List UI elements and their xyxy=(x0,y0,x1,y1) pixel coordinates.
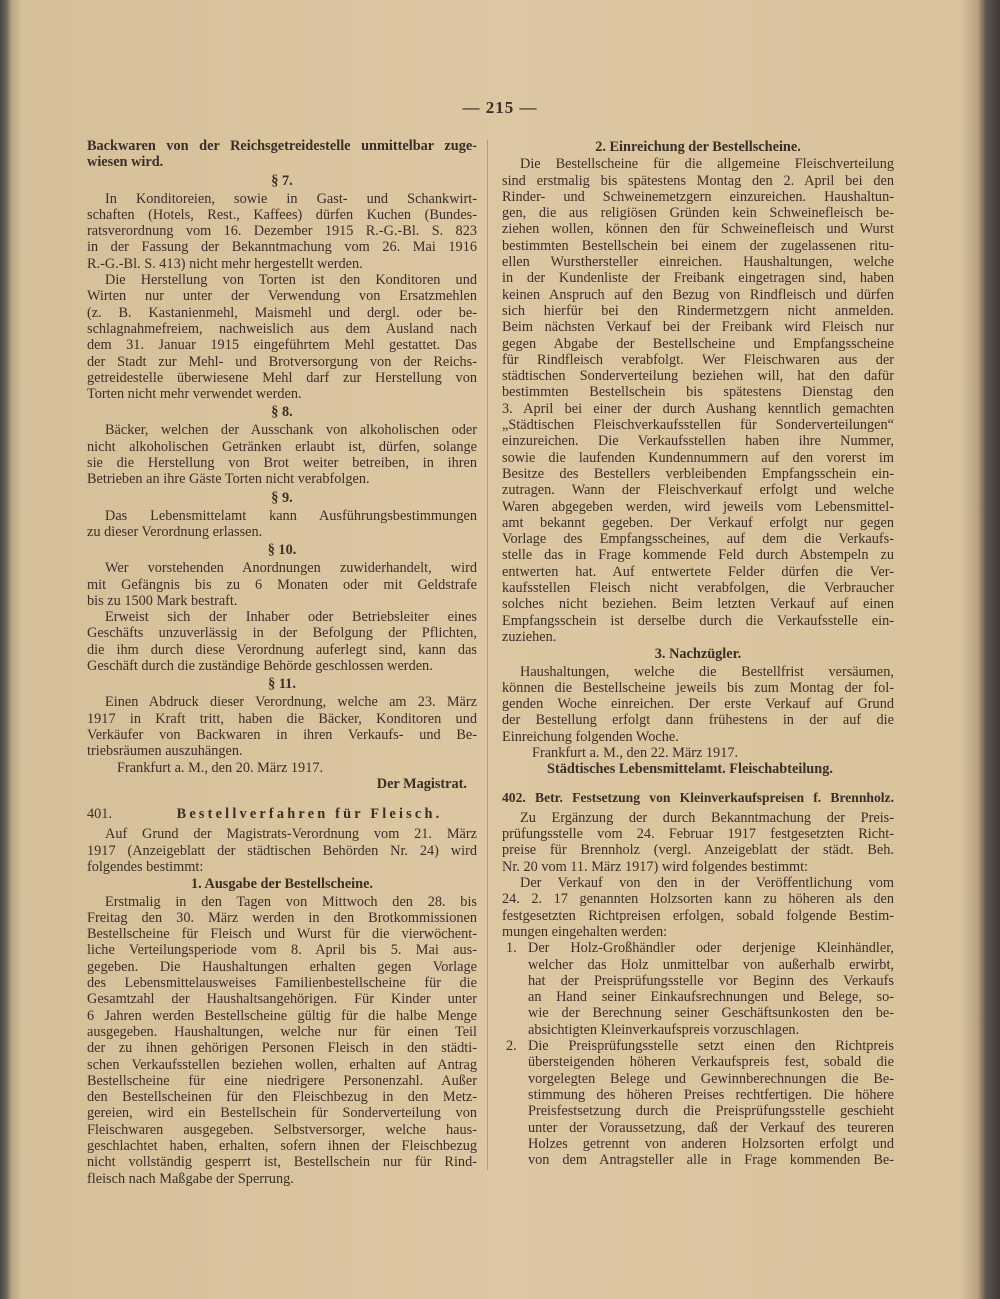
text-line: können die Bestellscheine jeweils bis zum Montag der fol- xyxy=(502,679,894,696)
paragraph xyxy=(87,508,477,541)
left-column xyxy=(87,138,477,1187)
section-heading: § 10. xyxy=(267,542,297,559)
text-line: liche Verteilungsperiode vom 8. April bis 5. Mai aus- xyxy=(87,942,477,959)
text-line: übersteigenden höheren Verkaufspreis fest, sobald die xyxy=(528,1054,894,1071)
text-line: Geschäft durch die zuständige Behörde geschlossen werden. xyxy=(87,658,433,675)
column-divider xyxy=(487,140,488,1170)
paragraph xyxy=(87,609,477,674)
signature: Städtisches Lebensmittelamt. Fleischabteilung. xyxy=(547,761,833,778)
text-line: Bestellscheine für eine niedrigere Personenzahl. Außer xyxy=(87,1072,477,1089)
text-line: Zu Ergänzung der durch Bekanntmachung der Preis- xyxy=(520,809,894,826)
text-line: Fleischwaren ausgegeben. Selbstversorger, welche haus- xyxy=(87,1121,477,1138)
text-line: gereien, wird ein Bestellschein für Sonderverteilung von xyxy=(87,1105,477,1122)
text-line: Rinder- und Schweinemetzgern einzureichen. Haushaltun- xyxy=(502,188,894,205)
paragraph xyxy=(502,810,894,875)
text-line: bestimmten Bestellschein bis spätestens Dienstag den xyxy=(502,384,894,401)
article-number: 401. xyxy=(87,806,113,823)
text-line: sich hierfür bei den Rindermetzgern nicht anmelden. xyxy=(502,302,894,319)
paragraph xyxy=(502,664,894,745)
text-line: Bäcker, welchen der Ausschank von alkoholischen oder xyxy=(105,422,477,439)
text-line: Geschäfts unzuverlässig in der Befolgung der Pflichten, xyxy=(87,625,477,642)
text-line: der zu ihnen gehörigen Personen Fleisch in den städti- xyxy=(87,1040,477,1057)
text-line: R.-G.-Bl. S. 413) nicht mehr hergestellt werden. xyxy=(87,255,363,272)
text-line: ziehen wollen, können den für Schweinefleisch und Wurst xyxy=(502,221,894,238)
article-title: Bestellverfahren für Fleisch. xyxy=(176,806,443,823)
text-line: Freitag den 30. März werden in den Brotkommissionen xyxy=(87,909,477,926)
text-line: Gesamtzahl der Haushaltsangehörigen. Für Kinder unter xyxy=(87,991,477,1008)
text-line: von dem Antragsteller alle in Frage kommenden Be- xyxy=(528,1152,894,1169)
text-line: wie der Berechnung seiner Geschäftsunkosten den be- xyxy=(528,1005,894,1022)
page-number: — 215 — xyxy=(462,98,538,117)
paragraph xyxy=(87,422,477,487)
text-line: Auf Grund der Magistrats-Verordnung vom 21. März xyxy=(105,826,477,843)
text-line: zuziehen. xyxy=(502,628,557,645)
text-line: vorgelegten Belege und Gewinnberechnungen die Be- xyxy=(528,1070,894,1087)
text-line: solches nicht beziehen. Beim letzten Verkauf auf einen xyxy=(502,596,894,613)
text-line: 1917 (Anzeigeblatt der städtischen Behörden Nr. 24) wird xyxy=(87,842,477,859)
paragraph xyxy=(87,191,477,272)
text-line: fleisch nach Maßgabe der Sperrung. xyxy=(87,1170,294,1187)
article-heading xyxy=(87,806,477,822)
text-line: für Rindfleisch verabfolgt. Wer Fleischwaren aus der xyxy=(502,351,894,368)
text-line: Einen Abdruck dieser Verordnung, welche am 23. März xyxy=(105,694,477,711)
text-line: mit Gefängnis bis zu 6 Monaten oder mit Geldstrafe xyxy=(87,576,477,593)
text-line: Betrieben an ihre Gäste Torten nicht verabfolgen. xyxy=(87,471,370,488)
text-line: welcher das Holz unmittelbar von außerhalb erwirbt, xyxy=(528,956,894,973)
text-line: Der Verkauf von den in der Veröffentlichung vom xyxy=(520,875,894,892)
list-item-text xyxy=(528,1038,894,1168)
signature: Der Magistrat. xyxy=(376,775,467,792)
text-line: mungen eingehalten werden: xyxy=(502,923,668,940)
list-item xyxy=(502,940,894,1038)
text-line: sie die Herstellung von Brot weiter betreiben, in ihren xyxy=(87,455,477,472)
subheading: 2. Einreichung der Bestellscheine. xyxy=(595,139,801,155)
text-line: ratsverordnung vom 16. Dezember 1915 R.-G.-Bl. S. 823 xyxy=(87,223,477,240)
text-line: einzureichen. Die Verkaufsstellen haben ihre Nummer, xyxy=(502,433,894,450)
text-line: Beim nächsten Verkauf bei der Freibank wird Fleisch nur xyxy=(502,319,894,336)
text-line: (z. B. Kastanienmehl, Maismehl und dergl. oder be- xyxy=(87,304,477,321)
text-line: schaften (Hotels, Rest., Kaffees) dürfen Kuchen (Bundes- xyxy=(87,206,477,223)
text-line: Backwaren von der Reichsgetreidestelle unmittelbar zuge- xyxy=(87,138,477,154)
list-item-text xyxy=(528,940,894,1038)
text-line: in der Fassung der Bekanntmachung vom 26. Mai 1916 xyxy=(87,239,477,256)
text-line: bis zu 1500 Mark bestraft. xyxy=(87,592,238,609)
text-line: städtischen Sonderverteilung beziehen will, hat den dafür xyxy=(502,368,894,385)
text-line: des Lebensmittelausweises Familienbestellscheine für die xyxy=(87,975,477,992)
paragraph xyxy=(87,826,477,875)
dateline: Frankfurt a. M., den 22. März 1917. xyxy=(532,744,739,761)
text-line: folgendes bestimmt: xyxy=(87,858,204,875)
text-line: 6 Jahren werden Bestellscheine gültig für die halbe Menge xyxy=(87,1007,477,1024)
text-line: Die Herstellung von Torten ist den Konditoren und xyxy=(105,272,477,289)
text-line: hat der Preisprüfungsstelle vor Beginn des Verkaufs xyxy=(528,972,894,989)
section-heading: § 9. xyxy=(271,489,293,506)
text-line: keinen Anspruch auf den Bezug von Rindfleisch und dürfen xyxy=(502,286,894,303)
subheading: 3. Nachzügler. xyxy=(654,646,742,663)
text-line: Die Bestellscheine für die allgemeine Fleischverteilung xyxy=(520,156,894,173)
text-line: an Hand seiner Einkaufsrechnungen und Belege, so- xyxy=(528,989,894,1006)
text-line: zu dieser Verordnung erlassen. xyxy=(87,523,263,540)
text-line: Bestellscheine für Fleisch und Wurst für die vierwöchent- xyxy=(87,926,477,943)
text-line: Wer vorstehenden Anordnungen zuwiderhandelt, wird xyxy=(105,560,477,577)
text-line: ellen Wursthersteller einreichen. Haushaltungen, welche xyxy=(502,254,894,271)
text-line: festgesetzten Richtpreisen erfolgen, sobald folgende Bestim- xyxy=(502,907,894,924)
list-item xyxy=(502,1038,894,1168)
text-line: Einreichung folgenden Woche. xyxy=(502,728,679,745)
text-line: in der Kundenliste der Freibank eingetragen sind, haben xyxy=(502,270,894,287)
text-line: Empfangsschein ist derselbe durch die Verkaufsstelle ein- xyxy=(502,612,894,629)
text-line: ausgegeben. Haushaltungen, welche nur für einen Teil xyxy=(87,1023,477,1040)
text-line: Wirten nur unter der Verwendung von Ersatzmehlen xyxy=(87,288,477,305)
dateline: Frankfurt a. M., den 20. März 1917. xyxy=(117,759,324,776)
text-line: schlagnahmefreiem, nachweislich aus dem Ausland nach xyxy=(87,320,477,337)
text-line: gegeben. Die Haushaltungen erhalten gegen Vorlage xyxy=(87,958,477,975)
text-line: gen, die aus religiösen Gründen kein Schweinefleisch be- xyxy=(502,205,894,222)
text-line: der Bestellung erfolgt dann frühestens in der auf die xyxy=(502,712,894,729)
text-line: Besitze des Bestellers verbleibenden Empfangsschein ein- xyxy=(502,465,894,482)
paragraph xyxy=(502,156,894,645)
paragraph xyxy=(87,138,477,171)
list-number: 2. xyxy=(506,1038,517,1055)
text-line: wiesen wird. xyxy=(87,154,164,171)
text-line: 1917 in Kraft tritt, haben die Bäcker, Konditoren und xyxy=(87,710,477,727)
text-line: Erweist sich der Inhaber oder Betriebsleiter eines xyxy=(105,609,477,626)
text-line: Das Lebensmittelamt kann Ausführungsbestimmungen xyxy=(105,507,477,524)
text-line: Verkäufer von Backwaren in ihren Verkaufs- und Be- xyxy=(87,726,477,743)
paragraph xyxy=(502,875,894,940)
text-line: triebsräumen auszuhängen. xyxy=(87,743,243,760)
text-line: stelle das in Frage kommende Feld durch Abstempeln zu xyxy=(502,547,894,564)
text-line: Haushaltungen, welche die Bestellfrist versäumen, xyxy=(520,663,894,680)
text-line: 24. 2. 17 genannten Holzsorten kann zu höheren als den xyxy=(502,891,894,908)
text-line: amt bekannt gegeben. Der Verkauf erfolgt nur gegen xyxy=(502,514,894,531)
text-line: nicht alkoholischen Getränken erlaubt ist, dürfen, solange xyxy=(87,438,477,455)
text-line: nicht vollständig gesperrt ist, Bestellschein nur für Rind- xyxy=(87,1154,477,1171)
text-line: zutragen. Wann der Fleischverkauf erfolgt und welche xyxy=(502,482,894,499)
text-line: unter der Voraussetzung, daß der Verkauf des teureren xyxy=(528,1119,894,1136)
text-line: Torten nicht mehr verwendet werden. xyxy=(87,386,302,403)
list-number: 1. xyxy=(506,940,517,957)
text-line: geschlachtet haben, erhalten, sofern ihnen der Fleischbezug xyxy=(87,1138,477,1155)
text-line: In Konditoreien, sowie in Gast- und Schankwirt- xyxy=(105,190,477,207)
text-line: prüfungsstelle vom 24. Februar 1917 festgesetzten Richt- xyxy=(502,826,894,843)
paragraph xyxy=(87,272,477,402)
text-line: preise für Brennholz (vergl. Anzeigeblatt der städt. Beh. xyxy=(502,842,894,859)
text-line: den Bestellscheinen für den Fleischbezug in den Metz- xyxy=(87,1089,477,1106)
text-line: getreidestelle überwiesene Mehl darf zur Herstellung von xyxy=(87,369,477,386)
text-line: sowie die laufenden Kundennummern auf den vorerst im xyxy=(502,449,894,466)
text-line: gegen Abgabe der Bestellscheine und Empfangsscheine xyxy=(502,335,894,352)
paragraph xyxy=(87,694,477,759)
text-line: Holzes getrennt von anderen Holzsorten erfolgt und xyxy=(528,1135,894,1152)
paragraph xyxy=(87,560,477,609)
subheading: 1. Ausgabe der Bestellscheine. xyxy=(190,876,374,893)
text-line: stimmung des höheren Preises rechtfertigen. Die höhere xyxy=(528,1086,894,1103)
text-line: der Stadt zur Mehl- und Brotversorgung von der Reichs- xyxy=(87,353,477,370)
text-line: Die Preisprüfungsstelle setzt einen den Richtpreis xyxy=(528,1038,894,1055)
text-line: absichtigten Kleinverkaufspreis vorzuschlagen. xyxy=(528,1021,800,1038)
text-line: Waren abgegeben werden, wird jeweils vom Lebensmittel- xyxy=(502,498,894,515)
text-line: 3. April bei einer der durch Aushang kenntlich gemachten xyxy=(502,400,894,417)
section-heading: § 8. xyxy=(271,404,293,421)
text-line: „Städtischen Fleischverkaufsstellen für Sonderverteilungen“ xyxy=(502,417,894,434)
text-line: Preisfestsetzung durch die Preisprüfungsstelle geschieht xyxy=(528,1103,894,1120)
text-line: bestimmten Bestellschein bei einem der zugelassenen ritu- xyxy=(502,237,894,254)
paragraph xyxy=(87,894,477,1187)
section-heading: § 11. xyxy=(268,676,296,693)
text-line: genden Woche einreichen. Der erste Verkauf auf Grund xyxy=(502,696,894,713)
article-heading: 402. Betr. Festsetzung von Kleinverkaufspreisen f. Brennholz. xyxy=(502,789,894,805)
text-line: Nr. 20 vom 11. März 1917) wird folgendes bestimmt: xyxy=(502,858,809,875)
section-heading: § 7. xyxy=(271,172,293,189)
text-line: dem 31. Januar 1915 eingeführtem Mehl gestattet. Das xyxy=(87,337,477,354)
text-line: sind erstmalig bis spätestens Montag den 2. April bei den xyxy=(502,172,894,189)
text-line: Der Holz-Großhändler oder derjenige Kleinhändler, xyxy=(528,940,894,957)
text-line: die ihm durch diese Verordnung auferlegt sind, kann das xyxy=(87,641,477,658)
text-line: Erstmalig in den Tagen von Mittwoch den 28. bis xyxy=(105,893,477,910)
right-column xyxy=(502,138,894,1168)
text-line: Vorlage des Empfangsscheines, auf dem die Verkaufs- xyxy=(502,531,894,548)
text-line: kaufsstellen Fleisch nicht verabfolgen, die Verbraucher xyxy=(502,580,894,597)
text-line: schen Verkaufsstellen beziehen wollen, erhalten auf Antrag xyxy=(87,1056,477,1073)
text-line: entwerten hat. Auf entwertete Felder dürfen die Ver- xyxy=(502,563,894,580)
